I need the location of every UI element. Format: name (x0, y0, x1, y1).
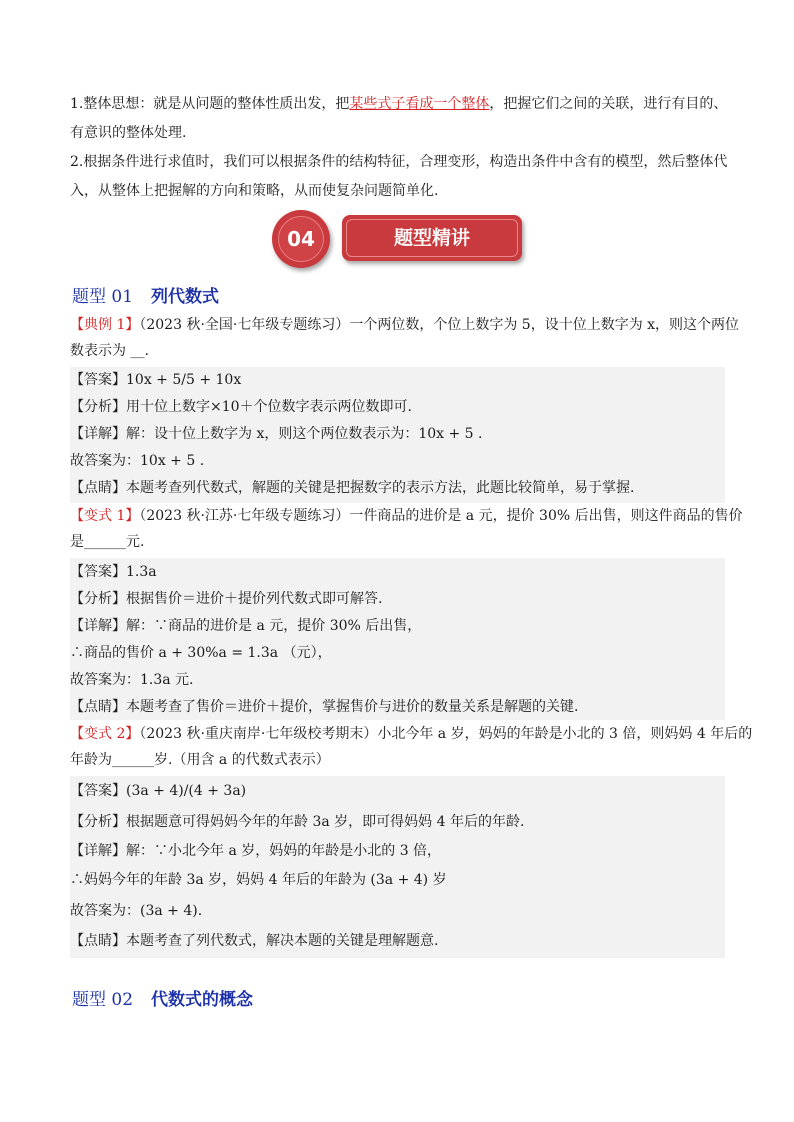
variant-1-question-cont: 是______元. (70, 534, 145, 550)
variant-2-comment: 【点睛】本题考查了列代数式，解决本题的关键是理解题意. (70, 933, 439, 949)
variant-1-answer: 【答案】1.3a (70, 564, 157, 580)
variant-2-conclusion: 故答案为：(3a + 4). (70, 903, 203, 919)
example-1-question: 【典例 1】（2023 秋·全国·七年级专题练习）一个两位数，个位上数字为 5，设十位上数字为 x，则这个两位 (70, 317, 740, 333)
banner-title-box (342, 215, 522, 261)
example-1-comment: 【点睛】本题考查列代数式，解题的关键是把握数字的表示方法，此题比较简单，易于掌握. (70, 480, 635, 496)
variant-2-detail-2: ∴妈妈今年的年龄 3a 岁，妈妈 4 年后的年龄为 (3a + 4) 岁 (70, 872, 447, 888)
section-title: 代数式的概念 (151, 990, 254, 1010)
example-1-question-cont: 数表示为 __. (70, 343, 149, 359)
variant-1-detail-1: 【详解】解：∵商品的进价是 a 元，提价 30% 后出售， (70, 618, 422, 634)
variant-1-conclusion: 故答案为：1.3a 元. (70, 672, 194, 688)
variant-2-analysis: 【分析】根据题意可得妈妈今年的年龄 3a 岁，即可得妈妈 4 年后的年龄. (70, 814, 525, 830)
intro-paragraph-1 (70, 90, 730, 148)
section-heading-2 (72, 985, 253, 1010)
example-1-answer: 【答案】10x + 5/5 + 10x (70, 372, 242, 388)
variant-tag: 【变式 1】 (70, 508, 140, 524)
variant-2-detail-1: 【详解】解：∵小北今年 a 岁，妈妈的年龄是小北的 3 倍， (70, 843, 442, 859)
intro-p1-text-end: ，把握它们之间的关联，进行有目的、有意识的整体处理. (70, 96, 728, 141)
variant-tag: 【变式 2】 (70, 726, 140, 742)
section-number: 题型 01 (72, 287, 134, 307)
banner-title: 题型精讲 (393, 227, 470, 249)
banner-badge-number: 04 (287, 227, 315, 251)
variant-1-analysis: 【分析】根据售价＝进价＋提价列代数式即可解答. (70, 591, 383, 607)
variant-2-question-cont: 年龄为______岁.（用含 a 的代数式表示） (70, 752, 330, 768)
banner-badge (272, 210, 330, 268)
example-tag: 【典例 1】 (70, 317, 140, 333)
section-title: 列代数式 (151, 287, 220, 307)
variant-2-question: 【变式 2】（2023 秋·重庆南岸·七年级校考期末）小北今年 a 岁，妈妈的年龄是小北的 3 倍，则妈妈 4 年后的 (70, 726, 753, 742)
variant-1-comment: 【点睛】本题考查了售价＝进价＋提价，掌握售价与进价的数量关系是解题的关键. (70, 699, 579, 715)
section-heading-1 (72, 282, 219, 307)
intro-paragraph-2: 2.根据条件进行求值时，我们可以根据条件的结构特征，合理变形，构造出条件中含有的模型，然后整体代入，从整体上把握解的方向和策略，从而使复杂问题简单化. (70, 154, 728, 199)
section-banner (272, 210, 524, 268)
intro-p1-highlight: 某些式子看成一个整体 (349, 96, 490, 112)
example-1-conclusion: 故答案为：10x + 5 . (70, 453, 205, 469)
variant-2-answer: 【答案】(3a + 4)/(4 + 3a) (70, 783, 247, 799)
example-1-analysis: 【分析】用十位上数字×10＋个位数字表示两位数即可. (70, 399, 412, 415)
variant-1-detail-2: ∴商品的售价 a + 30%a = 1.3a （元）， (70, 645, 332, 661)
section-number: 题型 02 (72, 990, 134, 1010)
variant-1-question: 【变式 1】（2023 秋·江苏·七年级专题练习）一件商品的进价是 a 元，提价 30% 后出售，则这件商品的售价 (70, 508, 743, 524)
intro-p1-text: 1.整体思想：就是从问题的整体性质出发，把 (70, 96, 350, 112)
example-1-detail: 【详解】解：设十位上数字为 x，则这个两位数表示为：10x + 5 . (70, 426, 483, 442)
